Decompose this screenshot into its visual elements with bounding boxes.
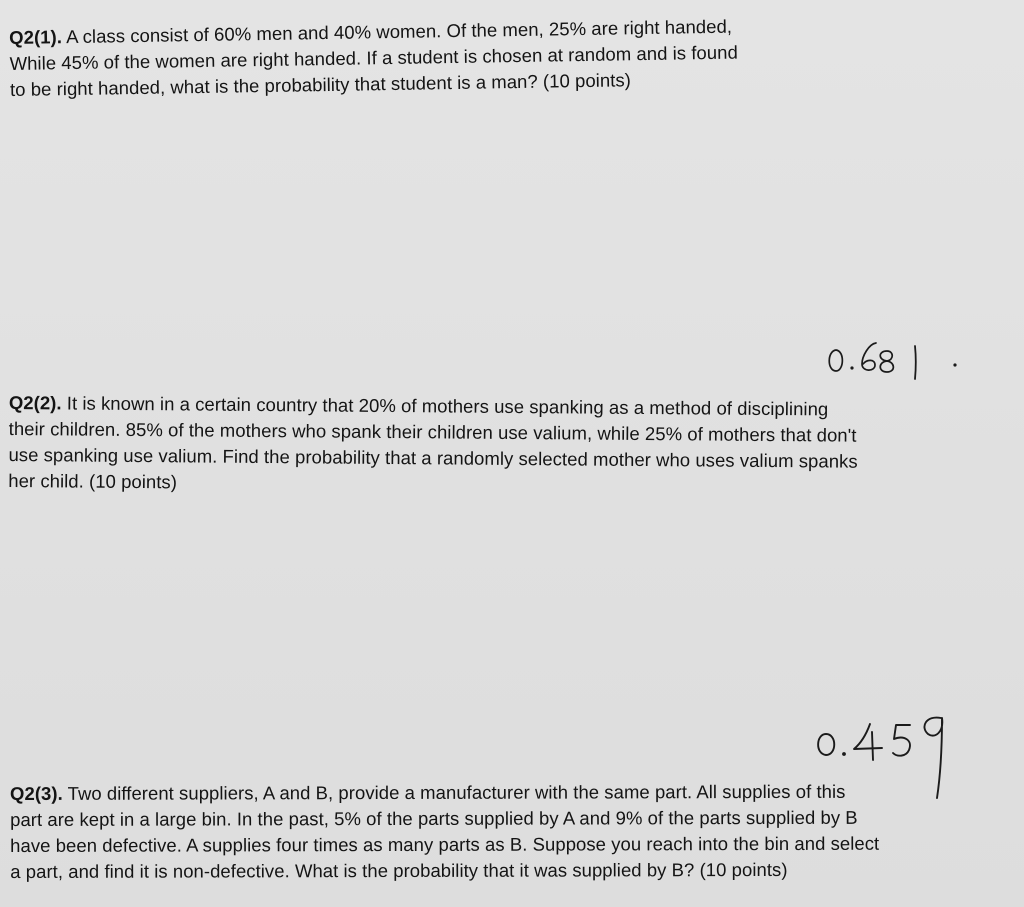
handwritten-answer-q2-1 — [824, 334, 964, 382]
question-line: use spanking use valium. Find the probability that a randomly selected mother who uses valium spanks — [8, 443, 858, 472]
question-line — [10, 779, 879, 807]
question-line: her child. (10 points) — [8, 469, 178, 493]
question-label: Q2(3). — [10, 782, 63, 804]
question-line: a part, and find it is non-defective. What is the probability that it was supplied by B? (10 points) — [10, 858, 788, 882]
question-label: Q2(1). — [9, 26, 63, 48]
question-line: part are kept in a large bin. In the past, 5% of the parts supplied by A and 9% of the parts supplied by B — [10, 806, 858, 830]
question-line: to be right handed, what is the probability that student is a man? (10 points) — [9, 69, 632, 100]
question-text: A class consist of 60% men and 40% women. Of the men, 25% are right handed, — [61, 15, 733, 48]
question-q2-1 — [9, 14, 738, 103]
question-label: Q2(2). — [8, 391, 62, 414]
question-line: their children. 85% of the mothers who spank their children use valium, while 25% of mothers that don't — [8, 417, 857, 446]
question-q2-3 — [10, 779, 879, 885]
question-text: Two different suppliers, A and B, provide a manufacturer with the same part. All supplies of this — [62, 780, 846, 804]
question-q2-2 — [8, 390, 858, 501]
question-text: It is known in a certain country that 20% of mothers use spanking as a method of disciplining — [61, 392, 829, 420]
question-line: While 45% of the women are right handed. If a student is chosen at random and is found — [9, 41, 738, 74]
question-line: have been defective. A supplies four times as many parts as B. Suppose you reach into the bin and select — [10, 832, 880, 856]
